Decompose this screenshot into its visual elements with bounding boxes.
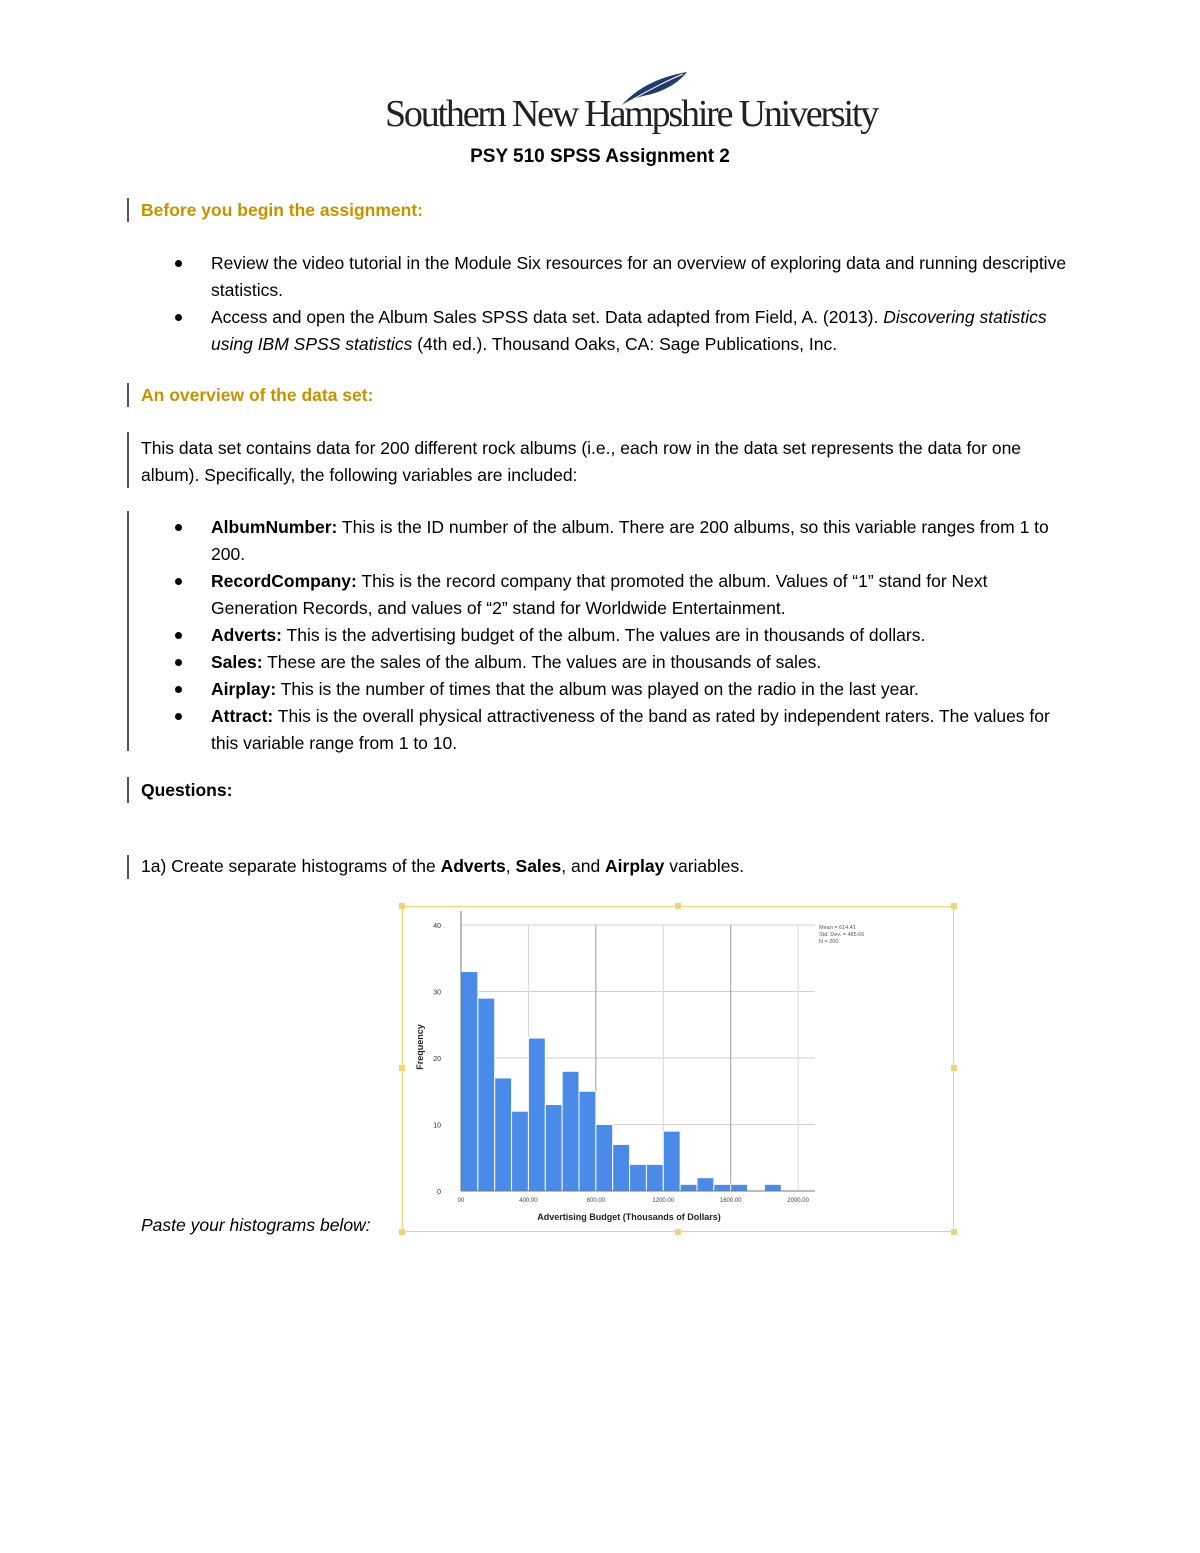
change-bar <box>127 511 129 751</box>
overview-intro: This data set contains data for 200 different rock albums (i.e., each row in the data set represents the data for one album). Specifically, the following variables are included: <box>141 438 1022 485</box>
variable-item-albumnumber: AlbumNumber: This is the ID number of the album. There are 200 albums, so this variable ranges from 1 to 200. <box>141 514 1071 568</box>
x-tick-labels <box>458 1198 810 1204</box>
feather-icon <box>613 70 693 110</box>
list-item: Review the video tutorial in the Module Six resources for an overview of exploring data and running descriptive statistics. <box>141 250 1071 304</box>
list-item: Access and open the Album Sales SPSS data set. Data adapted from Field, A. (2013). Discovering statistics using IBM SPSS statistics (4th ed.). Thousand Oaks, CA: Sage Publications, Inc. <box>141 304 1071 358</box>
change-bar <box>127 855 129 879</box>
y-tick-label: 40 <box>433 923 441 930</box>
histogram-bar <box>461 972 478 1191</box>
legend-entry: N = 200 <box>819 939 839 945</box>
histogram-image[interactable] <box>402 906 954 1232</box>
histogram-bar <box>478 998 495 1191</box>
page-title: PSY 510 SPSS Assignment 2 <box>470 146 730 167</box>
change-bar <box>127 198 129 222</box>
x-tick-label: 1200.00 <box>652 1198 675 1204</box>
histogram-bar <box>562 1071 579 1191</box>
change-bar <box>127 383 129 407</box>
histogram-bar <box>613 1144 630 1191</box>
y-tick-label: 0 <box>437 1189 441 1196</box>
resize-handle[interactable] <box>399 1065 405 1071</box>
y-tick-label: 30 <box>433 989 441 997</box>
y-tick-labels <box>433 923 441 1196</box>
variable-item-attract: Attract: This is the overall physical attractiveness of the band as rated by independent raters. The values for this variable range from 1 to 10. <box>141 703 1071 757</box>
logo-text: Southern New Hampshire University <box>385 93 878 135</box>
histogram-bar <box>680 1184 697 1191</box>
resize-handle[interactable] <box>675 903 681 909</box>
legend-entry: Std. Dev. = 485.66 <box>819 932 865 938</box>
resize-handle[interactable] <box>951 1229 957 1235</box>
histogram-bar <box>545 1105 562 1191</box>
x-tick-label: 800.00 <box>586 1198 606 1204</box>
histogram-bar <box>512 1111 529 1191</box>
histogram-chart <box>403 907 951 1229</box>
resize-handle[interactable] <box>399 1229 405 1235</box>
legend-entry: Mean = 614.41 <box>819 925 856 931</box>
chart-bars <box>461 972 781 1191</box>
variable-item-recordcompany: RecordCompany: This is the record company that promoted the album. Values of “1” stand for Next Generation Records, and values of “2” stand for Worldwide Entertainment. <box>141 568 1071 622</box>
variable-item-sales: Sales: These are the sales of the album. The values are in thousands of sales. <box>141 649 1071 676</box>
variable-item-adverts: Adverts: This is the advertising budget of the album. The values are in thousands of dollars. <box>141 622 1071 649</box>
histogram-bar <box>579 1091 596 1191</box>
university-logo <box>385 70 878 140</box>
questions-heading: Questions: <box>141 780 233 800</box>
histogram-bar <box>663 1131 680 1191</box>
variable-list <box>141 514 1071 757</box>
variable-item-airplay: Airplay: This is the number of times that the album was played on the radio in the last year. <box>141 676 1071 703</box>
change-bar <box>127 777 129 803</box>
histogram-bar <box>714 1184 731 1191</box>
histogram-bar <box>596 1125 613 1192</box>
histogram-bar <box>495 1078 512 1191</box>
change-bar <box>127 432 129 488</box>
resize-handle[interactable] <box>951 1065 957 1071</box>
histogram-bar <box>697 1178 714 1191</box>
x-tick-label: 400.00 <box>519 1198 538 1204</box>
before-begin-list <box>141 250 1071 358</box>
y-tick-label: 20 <box>433 1056 441 1063</box>
histogram-bar <box>764 1184 781 1191</box>
x-tick-label: 00 <box>457 1198 465 1204</box>
histogram-bar <box>646 1164 663 1191</box>
x-tick-label: 1600.00 <box>719 1198 742 1204</box>
x-tick-label: 2000.00 <box>787 1198 809 1204</box>
histogram-bar <box>731 1184 748 1191</box>
before-begin-heading: Before you begin the assignment: <box>141 200 423 220</box>
paste-prompt: Paste your histograms below: <box>141 1215 371 1235</box>
y-tick-label: 10 <box>433 1122 441 1130</box>
resize-handle[interactable] <box>399 903 405 909</box>
histogram-bar <box>528 1038 545 1191</box>
question-1a: 1a) Create separate histograms of the Adverts, Sales, and Airplay variables. <box>141 856 745 876</box>
x-axis-label: Advertising Budget (Thousands of Dollars) <box>537 1212 721 1222</box>
histogram-bar <box>630 1164 647 1191</box>
resize-handle[interactable] <box>951 903 957 909</box>
y-axis-label: Frequency <box>415 1024 425 1070</box>
overview-heading: An overview of the data set: <box>141 385 374 405</box>
chart-legend <box>819 925 864 945</box>
resize-handle[interactable] <box>675 1229 681 1235</box>
